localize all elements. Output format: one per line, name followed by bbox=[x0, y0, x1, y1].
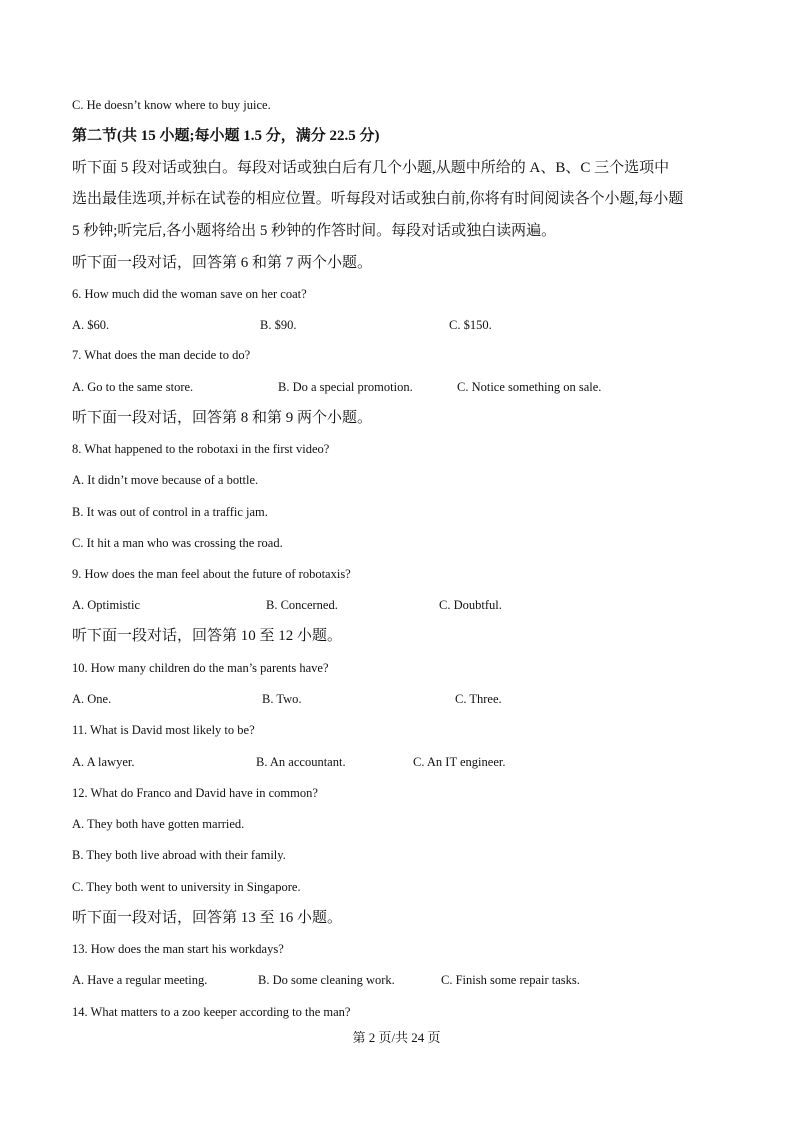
question-13-option-b: B. Do some cleaning work. bbox=[258, 973, 395, 987]
question-14-stem: 14. What matters to a zoo keeper according to the man? bbox=[72, 1005, 351, 1019]
question-12-stem: 12. What do Franco and David have in common? bbox=[72, 786, 318, 800]
question-6-stem: 6. How much did the woman save on her coat? bbox=[72, 287, 307, 301]
question-6-option-c: C. $150. bbox=[449, 318, 492, 332]
question-11-option-b: B. An accountant. bbox=[256, 755, 346, 769]
question-12-option-b: B. They both live abroad with their family. bbox=[72, 848, 286, 862]
instruction-line-3: 5 秒钟;听完后,各小题将给出 5 秒钟的作答时间。每段对话或独白读两遍。 bbox=[72, 223, 557, 239]
question-6-option-a: A. $60. bbox=[72, 318, 110, 332]
question-13-option-c: C. Finish some repair tasks. bbox=[441, 973, 580, 987]
question-9-stem: 9. How does the man feel about the future of robotaxis? bbox=[72, 567, 351, 581]
question-6-option-b: B. $90. bbox=[260, 318, 297, 332]
group-header-6-7: 听下面一段对话，回答第 6 和第 7 两个小题。 bbox=[72, 255, 373, 271]
question-13-option-a: A. Have a regular meeting. bbox=[72, 973, 208, 987]
question-12-option-c: C. They both went to university in Singapore. bbox=[72, 880, 301, 894]
question-13-stem: 13. How does the man start his workdays? bbox=[72, 942, 284, 956]
question-7-stem: 7. What does the man decide to do? bbox=[72, 348, 251, 362]
question-12-option-a: A. They both have gotten married. bbox=[72, 817, 245, 831]
group-header-13-16: 听下面一段对话，回答第 13 至 16 小题。 bbox=[72, 910, 343, 926]
question-9-option-b: B. Concerned. bbox=[266, 598, 338, 612]
question-8-option-c: C. It hit a man who was crossing the road. bbox=[72, 536, 283, 550]
page-number-footer: 第 2 页/共 24 页 bbox=[352, 1030, 441, 1045]
question-10-option-c: C. Three. bbox=[455, 692, 502, 706]
question-9-option-a: A. Optimistic bbox=[72, 598, 141, 612]
group-header-8-9: 听下面一段对话，回答第 8 和第 9 两个小题。 bbox=[72, 410, 373, 426]
question-10-option-a: A. One. bbox=[72, 692, 112, 706]
question-9-option-c: C. Doubtful. bbox=[439, 598, 502, 612]
section-title: 第二节(共 15 小题;每小题 1.5 分，满分 22.5 分) bbox=[72, 128, 380, 144]
instruction-line-2: 选出最佳选项,并标在试卷的相应位置。听每段对话或独白前,你将有时间阅读各个小题,每小题 bbox=[72, 191, 684, 207]
question-7-option-b: B. Do a special promotion. bbox=[278, 380, 413, 394]
question-10-option-b: B. Two. bbox=[262, 692, 302, 706]
question-8-option-b: B. It was out of control in a traffic jam. bbox=[72, 505, 268, 519]
question-11-option-a: A. A lawyer. bbox=[72, 755, 135, 769]
question-10-stem: 10. How many children do the man’s parents have? bbox=[72, 661, 329, 675]
question-11-stem: 11. What is David most likely to be? bbox=[72, 723, 255, 737]
instruction-line-1: 听下面 5 段对话或独白。每段对话或独白后有几个小题,从题中所给的 A、B、C 三个选项中 bbox=[72, 160, 670, 176]
q5-option-c: C. He doesn’t know where to buy juice. bbox=[72, 98, 271, 112]
question-7-option-c: C. Notice something on sale. bbox=[457, 380, 602, 394]
question-7-option-a: A. Go to the same store. bbox=[72, 380, 194, 394]
question-8-stem: 8. What happened to the robotaxi in the first video? bbox=[72, 442, 330, 456]
group-header-10-12: 听下面一段对话，回答第 10 至 12 小题。 bbox=[72, 628, 343, 644]
question-8-option-a: A. It didn’t move because of a bottle. bbox=[72, 473, 259, 487]
question-11-option-c: C. An IT engineer. bbox=[413, 755, 506, 769]
